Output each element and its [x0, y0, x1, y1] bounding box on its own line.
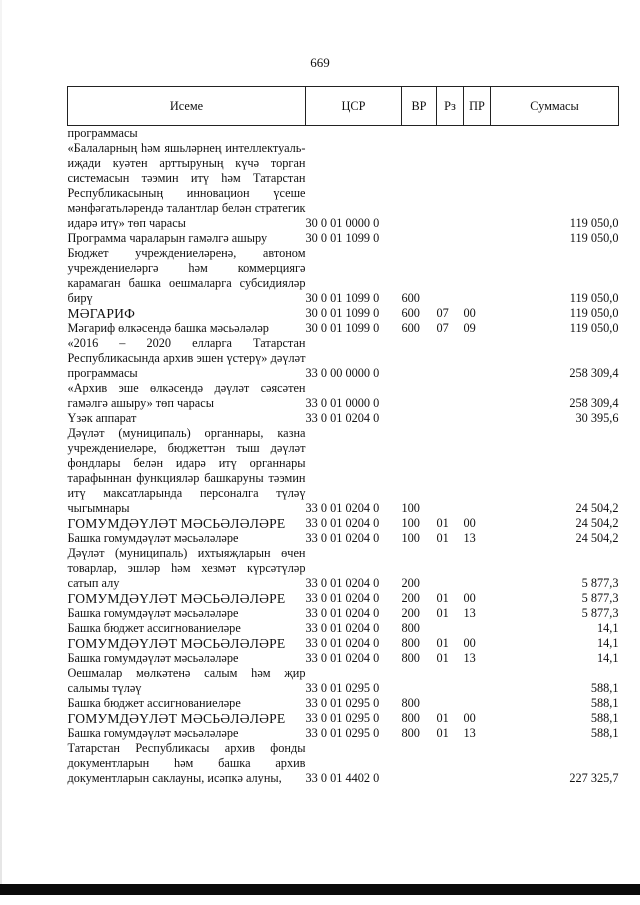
cell-vr	[402, 231, 437, 246]
cell-rz	[437, 666, 464, 696]
header-csr: ЦСР	[306, 87, 402, 126]
cell-name: МӘГАРИФ	[67, 306, 136, 321]
cell-name: Программа чараларын гамәлгә ашыру	[67, 231, 268, 245]
cell-rz	[437, 126, 464, 142]
cell-sum: 24 504,2	[575, 501, 619, 515]
cell-rz	[437, 426, 464, 516]
cell-rz	[437, 141, 464, 231]
cell-sum: 119 050,0	[569, 216, 619, 230]
cell-pr: 13	[463, 726, 476, 740]
cell-pr: 13	[463, 531, 476, 545]
cell-vr: 800	[401, 651, 420, 665]
cell-name: ГОМУМДӘҮЛӘТ МӘСЬӘЛӘЛӘРЕ	[67, 516, 286, 531]
cell-csr: 33 0 01 0204 0	[305, 576, 380, 590]
cell-rz: 01	[436, 531, 449, 545]
cell-vr: 600	[401, 306, 420, 320]
cell-name: Башка гомумдәүләт мәсьәләләре	[67, 726, 239, 740]
cell-rz	[437, 621, 464, 636]
cell-pr: 00	[463, 516, 476, 530]
cell-pr: 00	[463, 306, 476, 320]
cell-csr: 30 0 01 1099 0	[305, 321, 380, 335]
table-row	[68, 516, 619, 531]
table-row	[68, 336, 619, 381]
cell-rz	[437, 411, 464, 426]
cell-sum: 5 877,3	[581, 606, 619, 620]
cell-pr	[464, 621, 491, 636]
cell-pr	[464, 231, 491, 246]
cell-sum: 24 504,2	[575, 516, 619, 530]
cell-csr: 33 0 01 0295 0	[305, 726, 380, 740]
cell-pr	[464, 696, 491, 711]
cell-name: Башка бюджет ассигнованиеләре	[67, 621, 241, 635]
table-row	[68, 606, 619, 621]
cell-vr: 200	[401, 606, 420, 620]
cell-pr: 09	[463, 321, 476, 335]
cell-rz	[437, 336, 464, 381]
cell-sum: 258 309,4	[569, 366, 619, 380]
table-row	[68, 246, 619, 306]
cell-pr	[464, 741, 491, 786]
cell-rz	[437, 246, 464, 306]
cell-name: Оешмалар мөлкәтенә салым һәм җир салымы түләү	[67, 666, 306, 695]
cell-csr: 30 0 01 0000 0	[305, 216, 380, 230]
cell-sum: 24 504,2	[575, 531, 619, 545]
cell-rz	[437, 546, 464, 591]
table-row	[68, 411, 619, 426]
cell-vr: 600	[401, 321, 420, 335]
cell-vr	[402, 666, 437, 696]
cell-name: Мәгариф өлкәсендә башка мәсьәләләр	[67, 321, 269, 335]
table-row	[68, 726, 619, 741]
cell-rz: 01	[436, 651, 449, 665]
cell-name: Башка гомумдәүләт мәсьәләләре	[67, 606, 239, 620]
cell-name: «Архив эше өлкәсендә дәүләт сәясәтен гамәлгә ашыру» төп чарасы	[67, 381, 306, 410]
cell-pr: 13	[463, 651, 476, 665]
table-row	[68, 531, 619, 546]
cell-vr	[402, 126, 437, 142]
cell-rz: 01	[436, 726, 449, 740]
cell-vr: 100	[401, 501, 420, 515]
cell-csr: 30 0 01 1099 0	[305, 291, 380, 305]
cell-sum: 588,1	[590, 711, 619, 725]
cell-sum: 119 050,0	[569, 306, 619, 320]
cell-name: ГОМУМДӘҮЛӘТ МӘСЬӘЛӘЛӘРЕ	[67, 636, 286, 651]
cell-csr: 33 0 00 0000 0	[305, 366, 380, 380]
cell-pr: 00	[463, 591, 476, 605]
cell-name: «2016 – 2020 елларга Татарстан Республикасында архив эшен үстерү» дәүләт программасы	[67, 336, 306, 380]
table-header-row	[68, 87, 619, 126]
header-sum: Суммасы	[491, 87, 619, 126]
table-row	[68, 231, 619, 246]
table-row	[68, 381, 619, 411]
cell-name: Башка гомумдәүләт мәсьәләләре	[67, 531, 239, 545]
cell-vr	[402, 381, 437, 411]
table-row	[68, 651, 619, 666]
cell-name: Дәүләт (муниципаль) органнары, казна учреждениеләре, бюджеттән тыш дәүләт фондлары белән идарә итү органнары тарафыннан функцияләр башкаруны тәэмин итү максатларында персоналга түләү чыгымнары	[67, 426, 306, 515]
cell-csr: 30 0 01 1099 0	[305, 231, 380, 245]
cell-vr: 800	[401, 711, 420, 725]
cell-name: Башка бюджет ассигнованиеләре	[67, 696, 241, 710]
table-row	[68, 666, 619, 696]
cell-sum: 119 050,0	[569, 291, 619, 305]
cell-rz: 01	[436, 606, 449, 620]
scan-bottom-bar	[0, 884, 640, 895]
header-vr: ВР	[402, 87, 437, 126]
cell-sum: 119 050,0	[569, 321, 619, 335]
cell-rz: 01	[436, 711, 449, 725]
page-number: 669	[310, 55, 330, 70]
cell-sum: 14,1	[596, 636, 619, 650]
table-body	[68, 126, 619, 787]
cell-csr: 33 0 01 0295 0	[305, 696, 380, 710]
cell-sum: 227 325,7	[569, 771, 619, 785]
table-row	[68, 546, 619, 591]
cell-csr: 33 0 01 0295 0	[305, 681, 380, 695]
table-row	[68, 711, 619, 726]
header-name: Исеме	[68, 87, 306, 126]
cell-vr: 800	[401, 696, 420, 710]
cell-name: «Балаларның һәм яшьләрнең интеллектуаль-иҗади куәтен арттыруның күчә торган системасын тәэмин итү һәм Татарстан Республикасының инновацион үсеше мәнфәгатьләрендә талантлар белән стратегик идарә итү» төп чарасы	[67, 141, 306, 230]
table-row	[68, 126, 619, 142]
cell-vr	[402, 741, 437, 786]
cell-csr: 33 0 01 0204 0	[305, 516, 380, 530]
cell-rz: 01	[436, 516, 449, 530]
cell-csr: 33 0 01 0204 0	[305, 651, 380, 665]
table-row	[68, 426, 619, 516]
cell-vr: 100	[401, 516, 420, 530]
cell-pr	[464, 381, 491, 411]
header-pr: ПР	[464, 87, 491, 126]
cell-csr: 33 0 01 0204 0	[305, 411, 380, 425]
cell-vr: 600	[401, 291, 420, 305]
cell-vr: 200	[401, 576, 420, 590]
cell-pr: 13	[463, 606, 476, 620]
cell-sum: 5 877,3	[581, 591, 619, 605]
cell-vr: 800	[401, 636, 420, 650]
budget-table	[67, 86, 619, 786]
cell-vr	[402, 141, 437, 231]
cell-sum: 588,1	[590, 696, 619, 710]
cell-vr: 100	[401, 531, 420, 545]
cell-vr: 800	[401, 726, 420, 740]
cell-csr: 33 0 01 0204 0	[305, 636, 380, 650]
scan-edge	[0, 0, 2, 884]
cell-csr: 33 0 01 0204 0	[305, 621, 380, 635]
cell-csr: 33 0 01 0000 0	[305, 396, 380, 410]
cell-sum: 30 395,6	[575, 411, 619, 425]
cell-name: ГОМУМДӘҮЛӘТ МӘСЬӘЛӘЛӘРЕ	[67, 591, 286, 606]
cell-rz: 01	[436, 591, 449, 605]
cell-csr	[306, 126, 402, 142]
cell-sum: 588,1	[590, 681, 619, 695]
cell-csr: 33 0 01 4402 0	[305, 771, 380, 785]
cell-sum: 588,1	[590, 726, 619, 740]
cell-csr: 33 0 01 0204 0	[305, 501, 380, 515]
table-row	[68, 636, 619, 651]
cell-rz: 07	[436, 321, 449, 335]
table-row	[68, 306, 619, 321]
cell-pr	[464, 426, 491, 516]
cell-sum: 14,1	[596, 621, 619, 635]
table-row	[68, 696, 619, 711]
cell-rz	[437, 696, 464, 711]
cell-csr: 33 0 01 0204 0	[305, 606, 380, 620]
cell-rz	[437, 381, 464, 411]
cell-name: Үзәк аппарат	[67, 411, 137, 425]
cell-sum: 258 309,4	[569, 396, 619, 410]
table-row	[68, 591, 619, 606]
cell-sum: 5 877,3	[581, 576, 619, 590]
cell-pr	[464, 411, 491, 426]
cell-pr	[464, 141, 491, 231]
header-rz: Рз	[437, 87, 464, 126]
cell-pr	[464, 126, 491, 142]
cell-name: программасы	[67, 126, 138, 140]
cell-csr: 33 0 01 0204 0	[305, 591, 380, 605]
cell-csr: 33 0 01 0204 0	[305, 531, 380, 545]
cell-vr: 200	[401, 591, 420, 605]
cell-pr	[464, 336, 491, 381]
cell-pr	[464, 666, 491, 696]
cell-pr	[464, 546, 491, 591]
cell-rz	[437, 231, 464, 246]
cell-name: Татарстан Республикасы архив фонды документларын һәм башка архив документларын саклауны, исәпкә алуны,	[67, 741, 306, 785]
table-row	[68, 621, 619, 636]
table-row	[68, 141, 619, 231]
cell-pr	[464, 246, 491, 306]
cell-vr: 800	[401, 621, 420, 635]
cell-name: Башка гомумдәүләт мәсьәләләре	[67, 651, 239, 665]
cell-csr: 30 0 01 1099 0	[305, 306, 380, 320]
cell-vr	[402, 336, 437, 381]
cell-rz	[437, 741, 464, 786]
cell-pr: 00	[463, 636, 476, 650]
cell-pr: 00	[463, 711, 476, 725]
cell-sum: 119 050,0	[569, 231, 619, 245]
cell-rz: 01	[436, 636, 449, 650]
cell-name: ГОМУМДӘҮЛӘТ МӘСЬӘЛӘЛӘРЕ	[67, 711, 286, 726]
cell-name: Бюджет учреждениеләренә, автоном учреждениеләргә һәм коммерциягә карамаган башка оешмаларга субсидияләр бирү	[67, 246, 306, 305]
cell-rz: 07	[436, 306, 449, 320]
cell-sum: 14,1	[596, 651, 619, 665]
cell-csr: 33 0 01 0295 0	[305, 711, 380, 725]
cell-vr	[402, 411, 437, 426]
table-row	[68, 741, 619, 786]
cell-sum	[491, 126, 619, 142]
table-row	[68, 321, 619, 336]
cell-name: Дәүләт (муниципаль) ихтыяҗларын өчен товарлар, эшләр һәм хезмәт күрсәтүләр сатып алу	[67, 546, 306, 590]
